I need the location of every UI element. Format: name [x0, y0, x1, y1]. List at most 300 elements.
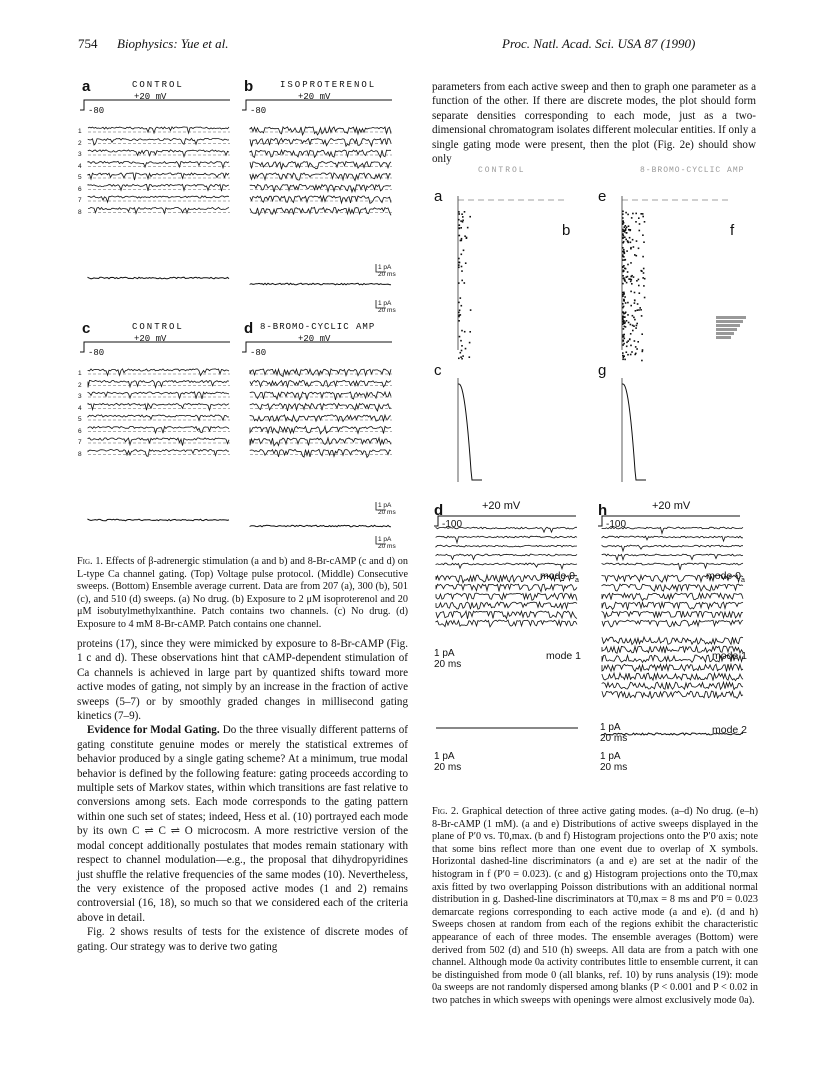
fig2-scatter-point — [630, 333, 632, 335]
fig2-scatter-point — [622, 217, 624, 219]
fig2-scatter-point — [622, 211, 624, 213]
fig2-scatter-point — [636, 240, 638, 242]
fig2-scatter-point — [628, 322, 630, 324]
fig2-scatter-point — [629, 339, 631, 341]
fig2-h-voltage: +20 mV — [652, 500, 691, 512]
fig1-voltage-pulse-0 — [80, 100, 230, 110]
fig2-sweep-d-mode1 — [436, 602, 577, 609]
fig1-sweep-d-6 — [250, 426, 391, 433]
fig2-scatter-point — [625, 268, 627, 270]
fig2-scatter-point — [636, 348, 638, 350]
fig2-scatter-point — [623, 355, 625, 357]
fig2-scatter-point — [461, 238, 463, 240]
fig2-histogram-f-bar — [716, 316, 746, 319]
left-para-1: proteins (17), since they were mimicked by exposure to 8-Br-cAMP (Fig. 1 c and d). These observations hint that cAMP-dependent stimulation of Ca channels is achieved in large part by quantized shifts toward more active modes of gating, not simply by an increase in the fraction of active sweeps (5–7) or by smoothly graded changes in millisecond gating kinetics (7–9). — [77, 638, 408, 723]
fig2-scatter-point — [634, 292, 636, 294]
fig1-panel-letter-b: b — [244, 78, 254, 95]
fig2-scatter-point — [630, 262, 632, 264]
fig1-sweep-d-5 — [250, 415, 391, 422]
fig2-scatter-point — [622, 323, 624, 325]
fig2-scatter-point — [624, 259, 626, 261]
left-column-body — [77, 637, 408, 954]
fig2-histogram-f-bar — [716, 332, 734, 335]
fig2-scatter-point — [464, 235, 466, 237]
fig2-scatter-point — [458, 358, 460, 360]
fig2-scatter-point — [634, 340, 636, 342]
fig2-d-avg-scale: 1 pA 20 ms — [434, 751, 462, 773]
fig2-d-voltage: +20 mV — [482, 500, 521, 512]
fig2-scatter-point — [467, 227, 469, 229]
fig2-scatter-point — [469, 216, 471, 218]
fig2-scatter-point — [626, 282, 628, 284]
fig2-sweep-h-mode2 — [602, 637, 743, 644]
fig1-sweep-c-6 — [88, 426, 229, 433]
fig2-scatter-point — [638, 285, 640, 287]
fig1-sweep-c-2 — [88, 380, 229, 387]
fig2-scatter-point — [469, 342, 471, 344]
fig2-h-mode2-label: mode 2 — [712, 724, 748, 736]
fig1-sweep-b-6 — [250, 185, 391, 192]
fig2-scatter-point — [624, 231, 626, 233]
fig2-sweep-d-mode0a — [436, 563, 577, 569]
fig2-scatter-point — [627, 354, 629, 356]
fig2-sweep-d-mode1 — [436, 611, 577, 619]
fig2-scatter-point — [638, 248, 640, 250]
fig2-scatter-point — [459, 227, 461, 229]
fig1-panel-letter-d: d — [244, 320, 254, 337]
fig1-average-c — [88, 519, 229, 521]
fig2-scatter-point — [625, 212, 627, 214]
fig2-scatter-point — [623, 235, 625, 237]
fig1-a-holding: -80 — [88, 106, 105, 116]
fig2-scatter-point — [635, 310, 637, 312]
fig2-sweep-h-mode0a — [602, 527, 743, 533]
fig2-scatter-point — [465, 262, 467, 264]
fig2-scatter-point — [625, 239, 627, 241]
fig1-a-condition: CONTROL — [132, 80, 184, 90]
fig2-histogram-fit-0 — [458, 384, 482, 480]
fig2-scatter-point — [464, 211, 466, 213]
fig2-scatter-point — [627, 314, 629, 316]
fig2-scatter-point — [630, 354, 632, 356]
fig2-scatter-point — [627, 264, 629, 266]
fig2-sweep-h-mode1 — [602, 611, 743, 618]
fig2-scatter-point — [631, 283, 633, 285]
fig2-scatter-point — [635, 221, 637, 223]
fig2-average-h — [602, 733, 743, 735]
fig2-scatter-point — [458, 213, 460, 215]
fig2-scatter-point — [458, 320, 460, 322]
fig2-d-mode1-label: mode 1 — [546, 650, 582, 662]
fig1-scale-bar-0 — [376, 264, 386, 272]
fig2-scatter-point — [460, 340, 462, 342]
fig2-scatter-point — [626, 250, 628, 252]
fig1-sweep-a-4 — [88, 161, 229, 167]
fig2-scatter-point — [637, 309, 639, 311]
fig2-scatter-point — [462, 216, 464, 218]
fig2-scatter-point — [639, 307, 641, 309]
fig2-scatter-point — [461, 350, 463, 352]
fig2-scatter-point — [638, 217, 640, 219]
fig2-scatter-point — [623, 343, 625, 345]
fig2-scatter-point — [469, 331, 471, 333]
fig2-scatter-point — [622, 223, 624, 225]
fig2-scatter-point — [458, 312, 460, 314]
fig2-panel-letter-h: h — [598, 502, 608, 519]
fig1-caption — [77, 556, 408, 632]
fig2-scatter-point — [461, 358, 463, 360]
fig2-sweep-h-mode2 — [602, 673, 743, 681]
fig2-scatter-point — [459, 336, 461, 338]
fig2-scatter-point — [462, 221, 464, 223]
fig2-d-holding: -100 — [442, 519, 463, 530]
fig2-scatter-point — [622, 256, 624, 258]
fig2-scatter-point — [630, 324, 632, 326]
fig2-scatter-point — [459, 235, 461, 237]
fig2-scatter-point — [636, 280, 638, 282]
fig1-sweep-d-7 — [250, 438, 391, 446]
right-para-1: parameters from each active sweep and then to graph one parameter as a function of the other. If there are discrete modes, the plot should form separate densities corresponding to each mode, just as a two-dimensional chromatogram isolates different molecular entities. If only a single gating mode were present, then the plot (Fig. 2e) should show only — [432, 81, 756, 166]
fig2-scatter-point — [634, 354, 636, 356]
fig2-panel-letter-b: b — [562, 222, 571, 239]
fig2-scatter-point — [622, 221, 624, 223]
fig2-scatter-point — [623, 292, 625, 294]
fig2-histogram-f-bar — [716, 320, 743, 323]
fig2-voltage-pulse-0 — [434, 516, 576, 526]
fig2-scatter-point — [634, 299, 636, 301]
fig1-scale-bar-1 — [376, 300, 386, 308]
fig1-b-avg-scale: 1 pA 20 ms — [378, 300, 396, 314]
fig2-scatter-point — [624, 226, 626, 228]
fig2-d-mode0a-label: mode $0_a$ — [540, 570, 579, 585]
fig1-b-voltage: +20 mV — [298, 92, 331, 102]
fig2-scatter-point — [628, 278, 630, 280]
fig1-sweep-b-5 — [250, 173, 391, 181]
fig2-scatter-point — [632, 239, 634, 241]
fig2-caption — [432, 806, 758, 1008]
fig2-scatter-point — [625, 225, 627, 227]
fig2-scatter-point — [622, 266, 624, 268]
fig1-sweep-d-4 — [250, 403, 391, 411]
fig2-scatter-point — [638, 279, 640, 281]
fig2-scatter-point — [622, 283, 624, 285]
fig2-scatter-point — [460, 356, 462, 358]
fig2-scatter-point — [623, 251, 625, 253]
fig2-scatter-point — [630, 242, 632, 244]
fig2-scatter-point — [631, 217, 633, 219]
fig2-scatter-point — [634, 254, 636, 256]
fig2-scatter-point — [461, 270, 463, 272]
fig2-scatter-point — [459, 224, 461, 226]
fig2-scatter-point — [624, 237, 626, 239]
fig2-scatter-point — [624, 326, 626, 328]
fig2-sweep-d-mode0a — [436, 536, 577, 543]
fig2-scatter-point — [630, 345, 632, 347]
fig1-b-holding: -80 — [250, 106, 267, 116]
fig2-scatter-point — [636, 325, 638, 327]
fig1-d-holding: -80 — [250, 348, 267, 358]
fig1-scale-bar-3 — [376, 536, 386, 544]
fig1-sweep-a-5 — [88, 173, 229, 180]
fig1-voltage-pulse-2 — [80, 342, 230, 352]
fig2-scatter-point — [623, 334, 625, 336]
fig2-scatter-point — [624, 321, 626, 323]
fig2-scatter-point — [624, 280, 626, 282]
fig2-scatter-point — [463, 250, 465, 252]
fig1-caption-text: Effects of β-adrenergic stimulation (a and b) and 8-Br-cAMP (c and d) on L-type Ca channel gating. (Top) Voltage pulse protocol. (Middle) Consecutive sweeps. (Bottom) Ensemble average current. Data are from 207 (a), 300 (b), 501 (c), and 510 (d) sweeps. (a) No drug. (b) Exposure to 2 μM isoproterenol and 20 μM isobutylmethylxanthine. Patch contains two channels. (c) No drug. (d) Exposure to 4 mM 8-Br-cAMP. Patch contains one channel. — [77, 556, 408, 630]
fig1-average-b — [250, 283, 391, 285]
fig2-scatter-point — [641, 360, 643, 362]
fig2-scatter-point — [629, 230, 631, 232]
fig2-scatter-point — [466, 237, 468, 239]
fig2-scatter-point — [459, 310, 461, 312]
fig2-scatter-point — [623, 306, 625, 308]
fig2-scatter-point — [632, 325, 634, 327]
fig2-scatter-point — [632, 213, 634, 215]
fig2-panel-letter-g: g — [598, 362, 607, 379]
fig2-scatter-point — [640, 309, 642, 311]
fig2-sweep-h-mode1 — [602, 620, 743, 627]
fig1-voltage-pulse-3 — [242, 342, 392, 352]
running-section: Biophysics: Yue et al. — [117, 36, 229, 51]
left-para-2: Evidence for Modal Gating. Do the three visually different patterns of gating constitute genuine modes or merely the statistical extremes of behavior produced by a single gating scheme? At a minimum, true modal behavior is defined by the following feature: gating proceeds according to multiple sets of Markov states, within which transitions are fast relative to conversions among sets. Each mode corresponds to the gating pattern within one such set of states; indeed, Hess et al. (10) portrayed each mode by its own C ⇌ C ⇌ O microcosm. A more restrictive version of the modal concept additionally postulates that modes remain stationary with respect to channel modulation—e.g., the proposal that dihydropyridines just shuffle the relative frequencies of the same modes (10). Nevertheless, the very existence of the proposed active modes (1 and 2) remains controversial (16, 18), so much so that we considered each of the criteria above in detail. — [77, 724, 408, 924]
fig2-scatter-point — [630, 291, 632, 293]
fig1-sweep-b-7 — [250, 196, 391, 203]
page-number: 754 — [78, 36, 98, 51]
fig2-scatter-point — [460, 240, 462, 242]
fig2-scatter-point — [642, 256, 644, 258]
fig2-scatter-point — [622, 275, 624, 277]
fig2-scatter-point — [630, 305, 632, 307]
fig2-scatter-point — [460, 352, 462, 354]
fig2-scatter-point — [637, 303, 639, 305]
fig2-scatter-point — [461, 280, 463, 282]
fig2-scatter-point — [458, 219, 460, 221]
journal-citation: Proc. Natl. Acad. Sci. USA 87 (1990) — [502, 36, 696, 51]
fig2-scatter-point — [465, 348, 467, 350]
fig2-scatter-point — [624, 359, 626, 361]
fig2-scatter-point — [622, 352, 624, 354]
fig2-scatter-point — [627, 214, 629, 216]
fig2-sweep-h-mode1 — [602, 602, 743, 610]
fig2-scatter-point — [627, 302, 629, 304]
fig2-panel-letter-f: f — [730, 222, 735, 239]
fig2-scatter-point — [462, 220, 464, 222]
fig1-c-holding: -80 — [88, 348, 105, 358]
fig2-sweep-h-mode0a — [602, 536, 743, 541]
fig2-sweep-h-mode2 — [602, 646, 743, 653]
fig2-scatter-point — [623, 300, 625, 302]
fig2-scatter-point — [633, 317, 635, 319]
fig2-scatter-point — [458, 211, 460, 213]
figure-1 — [76, 78, 406, 556]
fig2-scatter-point — [469, 356, 471, 358]
fig1-sweep-c-1 — [88, 369, 229, 376]
fig1-sweep-b-1 — [250, 127, 391, 135]
fig1-panel-letter-c: c — [82, 320, 91, 337]
fig1-panel-letter-a: a — [82, 78, 91, 95]
fig2-voltage-pulse-1 — [598, 516, 740, 526]
fig2-scatter-point — [626, 276, 628, 278]
fig2-scatter-point — [631, 351, 633, 353]
fig1-sweep-a-6 — [88, 184, 229, 191]
fig2-scatter-point — [644, 221, 646, 223]
fig2-sweep-h-mode2 — [602, 682, 743, 689]
fig2-scatter-point — [623, 316, 625, 318]
fig2-scatter-point — [458, 282, 460, 284]
fig2-scatter-point — [623, 320, 625, 322]
fig1-sweep-c-3 — [88, 392, 229, 399]
fig1-d-sweep-scale: 1 pA 20 ms — [378, 502, 396, 516]
fig2-scatter-point — [624, 338, 626, 340]
fig1-sweep-c-8 — [88, 450, 229, 457]
fig1-sweep-b-2 — [250, 138, 391, 146]
fig2-scatter-point — [622, 237, 624, 239]
fig2-scatter-point — [635, 346, 637, 348]
fig2-sweep-h-mode1 — [602, 575, 743, 582]
fig2-sweep-d-mode0a — [436, 527, 577, 532]
fig2-scatter-point — [622, 295, 624, 297]
fig2-scatter-point — [643, 241, 645, 243]
fig2-scatter-point — [464, 331, 466, 333]
fig1-sweep-a-3 — [88, 150, 229, 157]
fig1-b-condition: ISOPROTERENOL — [280, 80, 377, 90]
fig1-average-d — [250, 525, 391, 527]
fig2-scatter-point — [461, 330, 463, 332]
fig2-h-avg-scale: 1 pA 20 ms — [600, 751, 628, 773]
fig1-scale-bar-2 — [376, 502, 386, 510]
fig2-scatter-point — [642, 277, 644, 279]
fig2-scatter-point — [624, 296, 626, 298]
fig2-scatter-point — [637, 341, 639, 343]
fig2-scatter-point — [461, 305, 463, 307]
fig2-scatter-point — [461, 254, 463, 256]
fig2-scatter-point — [458, 302, 460, 304]
fig2-scatter-point — [633, 276, 635, 278]
fig1-c-condition: CONTROL — [132, 322, 184, 332]
fig1-d-avg-scale: 1 pA 20 ms — [378, 536, 396, 550]
fig2-scatter-point — [627, 240, 629, 242]
fig2-scatter-point — [630, 276, 632, 278]
fig2-scatter-point — [633, 325, 635, 327]
fig2-scatter-point — [639, 230, 641, 232]
fig2-scatter-point — [644, 278, 646, 280]
fig2-sweep-d-mode0a — [436, 554, 577, 559]
fig2-scatter-point — [458, 258, 460, 260]
fig2-scatter-point — [628, 229, 630, 231]
fig1-bottom-sweep-numbers: 1 2 3 4 5 6 7 8 — [78, 370, 82, 458]
fig2-scatter-point — [639, 292, 641, 294]
fig2-scatter-point — [639, 223, 641, 225]
fig1-sweep-b-8 — [250, 207, 391, 215]
fig1-voltage-pulse-1 — [242, 100, 392, 110]
fig1-caption-label: Fig. 1. — [77, 556, 103, 567]
fig2-panel-letter-c: c — [434, 362, 442, 379]
fig2-scatter-point — [641, 315, 643, 317]
fig2-scatter-point — [643, 285, 645, 287]
fig2-scatter-point — [634, 319, 636, 321]
fig2-scatter-point — [631, 279, 633, 281]
fig2-scatter-point — [625, 312, 627, 314]
fig2-scatter-point — [640, 270, 642, 272]
fig2-scatter-point — [458, 314, 460, 316]
fig2-panel-letter-e: e — [598, 188, 607, 205]
fig2-scatter-point — [626, 320, 628, 322]
fig2-scatter-point — [623, 294, 625, 296]
fig2-h-mode1-label: mode 1 — [712, 650, 748, 662]
fig2-scatter-point — [626, 232, 628, 234]
fig2-scatter-point — [626, 346, 628, 348]
fig2-caption-label: Fig. 2. — [432, 806, 459, 817]
fig1-d-voltage: +20 mV — [298, 334, 331, 344]
fig2-sweep-h-mode0a — [602, 563, 743, 570]
fig2-scatter-point — [623, 328, 625, 330]
fig2-scatter-point — [642, 216, 644, 218]
fig2-scatter-point — [632, 330, 634, 332]
fig2-scatter-point — [626, 227, 628, 229]
fig2-h-mode0a-label: mode $0_a$ — [706, 570, 745, 585]
fig1-traces — [76, 78, 406, 556]
fig2-scatter-point — [625, 302, 627, 304]
fig1-sweep-c-4 — [88, 403, 229, 410]
fig2-scatter-point — [636, 255, 638, 257]
fig2-scatter-point — [623, 249, 625, 251]
fig1-sweep-a-2 — [88, 138, 229, 145]
fig1-d-condition: 8-BROMO-CYCLIC AMP — [260, 322, 376, 332]
fig1-a-voltage: +20 mV — [134, 92, 167, 102]
fig2-scatter-point — [464, 282, 466, 284]
fig2-sweep-h-mode1 — [602, 593, 743, 600]
fig1-sweep-d-1 — [250, 369, 391, 377]
fig2-scatter-point — [622, 303, 624, 305]
fig2-histogram-f-bar — [716, 328, 737, 331]
fig1-sweep-b-3 — [250, 150, 391, 157]
fig2-scatter-point — [622, 213, 624, 215]
fig2-sweep-h-mode2 — [602, 655, 743, 662]
fig2-histogram-fit-1 — [622, 384, 646, 480]
fig2-scatter-point — [622, 340, 624, 342]
fig2-scatter-point — [458, 264, 460, 266]
fig2-caption-text: Graphical detection of three active gating modes. (a–d) No drug. (e–h) 8-Br-cAMP (1 mM). (a and e) Distributions of active sweeps displayed in the plane of P′0 vs. T0,max. (b and f) Histogram projections onto the P′0 axis; note that some bins reflect more than one event due to overlap of X symbols. Horizontal dashed-line discriminators (a and e) are set at the nadir of the histogram in f (P′0 = 0.023). (c and g) Histogram projections onto the T0,max axis fitted by two overlapping Poisson distributions with an additional normal distribution in g. Dashed-line discriminators at T0,max = 8 ms and P′0 = 0.023 demarcate regions corresponding to each active mode (a and e). (d and h) Sweeps chosen at random from each of the regions exhibit the characteristic appearance of each of three modes. The ensemble averages (Bottom) were derived from 502 (d) and 510 (h) sweeps. All data are from a patch with one channel. Although mode 0a activity contributes little to ensemble current, it can be distinguished from mode 0 (all blanks, ref. 10) by runs analysis (19): mode 0a sweeps are not randomly dispersed among blanks (P < 0.001 and P < 0.02 in two patches in which sweeps with openings were almost exclusively mode 0a). — [432, 806, 758, 1006]
fig2-h-scale: 1 pA 20 ms — [600, 722, 628, 744]
right-column-top-text — [432, 80, 756, 166]
fig2-scatter-point — [461, 266, 463, 268]
fig2-scatter-point — [460, 297, 462, 299]
fig2-sweep-d-mode1 — [436, 575, 577, 583]
fig2-scatter-point — [642, 213, 644, 215]
fig2-scatter-point — [623, 241, 625, 243]
fig2-sweep-h-mode0a — [602, 554, 743, 560]
fig2-scatter-point — [461, 345, 463, 347]
fig2-scatter-point — [622, 344, 624, 346]
section-heading-modal-gating: Evidence for Modal Gating. — [87, 724, 220, 737]
fig2-sweep-h-mode2 — [602, 691, 743, 698]
fig2-scatter-point — [460, 220, 462, 222]
figure-2 — [426, 166, 762, 776]
fig2-scatter-point — [638, 309, 640, 311]
fig2-scatter-point — [640, 213, 642, 215]
fig2-scatter-point — [642, 351, 644, 353]
fig2-scatter-point — [642, 349, 644, 351]
fig2-scatter-point — [624, 279, 626, 281]
fig2-scatter-point — [643, 272, 645, 274]
fig2-panel-letter-a: a — [434, 188, 443, 205]
fig1-c-voltage: +20 mV — [134, 334, 167, 344]
fig2-scatter-point — [643, 268, 645, 270]
fig1-sweep-d-3 — [250, 392, 391, 400]
fig1-sweep-d-8 — [250, 449, 391, 457]
fig2-scatter-point — [626, 351, 628, 353]
